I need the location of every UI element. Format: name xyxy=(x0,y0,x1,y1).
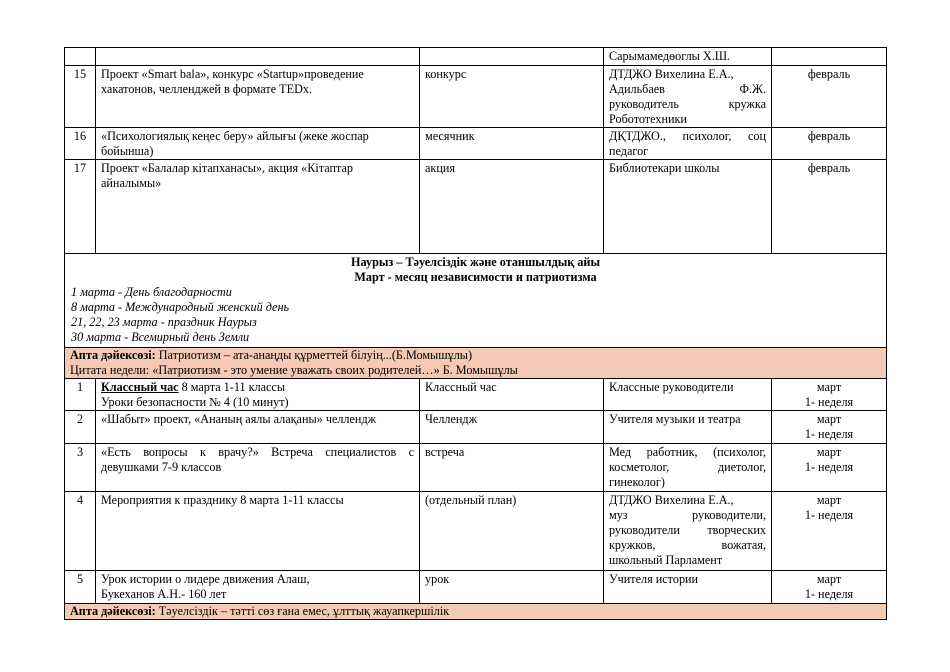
month-section-header xyxy=(65,254,887,348)
responsible-cell xyxy=(604,48,772,66)
row-number: 2 xyxy=(65,411,96,444)
week-label: 1- неделя xyxy=(804,508,854,522)
row-number: 17 xyxy=(65,160,96,254)
form-cell: встреча xyxy=(420,444,604,492)
form-cell: урок xyxy=(420,571,604,604)
quote-label: Апта дәйексөзі: xyxy=(70,604,156,618)
responsible-cell xyxy=(604,160,772,254)
date-cell xyxy=(772,411,887,444)
responsible-line: гинеколог) xyxy=(609,475,665,489)
quote-of-week-row xyxy=(65,604,887,620)
responsible-cell xyxy=(604,379,772,411)
responsible-line: руководители творческих xyxy=(609,523,766,537)
week-label: 1- неделя xyxy=(804,427,854,441)
form-cell: Классный час xyxy=(420,379,604,411)
quote-label: Апта дәйексөзі: xyxy=(70,348,156,362)
row-number: 1 xyxy=(65,379,96,411)
date-cell xyxy=(772,379,887,411)
responsible-cell xyxy=(604,128,772,160)
responsible-line: Учителя музыки и театра xyxy=(609,412,741,426)
responsible-line: педагог xyxy=(609,144,649,158)
row-number: 15 xyxy=(65,66,96,128)
table-row xyxy=(65,128,887,160)
week-label: 1- неделя xyxy=(804,460,854,474)
class-hour-label: Классный час xyxy=(101,380,179,394)
table-row xyxy=(65,444,887,492)
responsible-line: ДТДЖО Вихелина Е.А., xyxy=(609,67,734,81)
responsible-line: Библиотекари школы xyxy=(609,161,720,175)
form-cell: конкурс xyxy=(420,66,604,128)
responsible-cell xyxy=(604,411,772,444)
month-label: март xyxy=(816,493,842,507)
date-cell xyxy=(772,444,887,492)
quote-of-week-cell xyxy=(65,348,887,379)
table-row xyxy=(65,379,887,411)
event-cell: «Шабыт» проект, «Ананың аялы алақаны» челлендж xyxy=(96,411,420,444)
quote-text-ru: Цитата недели: «Патриотизм - это умение уважать своих родителей…» Б. Момышұлы xyxy=(70,363,518,377)
event-line xyxy=(101,380,414,395)
responsible-cell xyxy=(604,571,772,604)
table-row xyxy=(65,492,887,571)
responsible-line: Робототехники xyxy=(609,112,687,126)
responsible-line: Адильбаев Ф.Ж. xyxy=(609,82,766,96)
holiday-item: 30 марта - Всемирный день Земли xyxy=(71,330,250,344)
date-cell: февраль xyxy=(772,160,887,254)
responsible-line: Учителя истории xyxy=(609,572,699,586)
form-cell: Челлендж xyxy=(420,411,604,444)
table-row xyxy=(65,48,887,66)
event-text-second: Букеханов А.Н.- 160 лет xyxy=(101,587,227,601)
event-text: 8 марта 1-11 классы xyxy=(178,380,286,394)
responsible-line: Сарымамедөоглы Х.Ш. xyxy=(609,49,731,63)
quote-kz-line xyxy=(70,348,881,363)
row-number: 16 xyxy=(65,128,96,160)
month-label: март xyxy=(816,380,842,394)
event-text: Урок истории о лидере движения Алаш, xyxy=(101,572,310,586)
responsible-line: Мед работник, (психолог, xyxy=(609,445,766,459)
event-cell: «Психологиялық кеңес беру» айлығы (жеке жоспар бойынша) xyxy=(96,128,420,160)
month-header-cell xyxy=(65,254,887,348)
month-label: март xyxy=(816,412,842,426)
table-row xyxy=(65,411,887,444)
event-cell: Мероприятия к празднику 8 марта 1-11 классы xyxy=(96,492,420,571)
document-page xyxy=(64,47,886,620)
event-cell: Проект «Smart bala», конкурс «Startup»проведение хакатонов, челленджей в формате TEDx. xyxy=(96,66,420,128)
quote-of-week-row xyxy=(65,348,887,379)
table-row xyxy=(65,66,887,128)
event-cell xyxy=(96,379,420,411)
responsible-line: косметолог, диетолог, xyxy=(609,460,766,474)
responsible-line: муз руководители, xyxy=(609,508,766,522)
holiday-item: 21, 22, 23 марта - праздник Наурыз xyxy=(71,315,257,329)
table-row xyxy=(65,571,887,604)
responsible-line: кружков, вожатая, xyxy=(609,538,766,552)
events-plan-table xyxy=(64,47,887,620)
row-number: 5 xyxy=(65,571,96,604)
form-cell: акция xyxy=(420,160,604,254)
responsible-cell xyxy=(604,492,772,571)
quote-text-kz: Тәуелсіздік – тәтті сөз ғана емес, ұлттық жауапкершілік xyxy=(155,604,450,618)
responsible-cell xyxy=(604,444,772,492)
quote-of-week-cell xyxy=(65,604,887,620)
event-cell xyxy=(96,571,420,604)
month-label: март xyxy=(816,445,842,459)
event-cell: Проект «Балалар кітапханасы», акция «Кітаптар айналымы» xyxy=(96,160,420,254)
date-cell: февраль xyxy=(772,66,887,128)
responsible-line: ДТДЖО Вихелина Е.А., xyxy=(609,493,734,507)
responsible-line: ДҚТДЖО., психолог, соц xyxy=(609,129,766,143)
week-label: 1- неделя xyxy=(804,395,854,409)
event-cell: «Есть вопросы к врачу?» Встреча специалистов с девушками 7-9 классов xyxy=(96,444,420,492)
date-cell: февраль xyxy=(772,128,887,160)
row-number: 4 xyxy=(65,492,96,571)
row-number: 3 xyxy=(65,444,96,492)
month-title-ru: Март - месяц независимости и патриотизма xyxy=(354,270,597,284)
date-cell xyxy=(772,48,887,66)
row-number xyxy=(65,48,96,66)
event-cell xyxy=(96,48,420,66)
date-cell xyxy=(772,492,887,571)
form-cell xyxy=(420,48,604,66)
holiday-item: 1 марта - День благодарности xyxy=(71,285,232,299)
holiday-item: 8 марта - Международный женский день xyxy=(71,300,290,314)
event-text-second: Уроки безопасности № 4 (10 минут) xyxy=(101,395,289,409)
responsible-line: Классные руководители xyxy=(609,380,734,394)
form-cell: (отдельный план) xyxy=(420,492,604,571)
date-cell xyxy=(772,571,887,604)
quote-text-kz: Патриотизм – ата-анаңды құрметтей білуің...(Б.Момышұлы) xyxy=(155,348,473,362)
responsible-line: школьный Парламент xyxy=(609,553,723,567)
month-label: март xyxy=(816,572,842,586)
week-label: 1- неделя xyxy=(804,587,854,601)
responsible-cell xyxy=(604,66,772,128)
table-row xyxy=(65,160,887,254)
responsible-line: руководитель кружка xyxy=(609,97,766,111)
month-title-kz: Наурыз – Тәуелсіздік және отаншылдық айы xyxy=(351,255,600,269)
form-cell: месячник xyxy=(420,128,604,160)
